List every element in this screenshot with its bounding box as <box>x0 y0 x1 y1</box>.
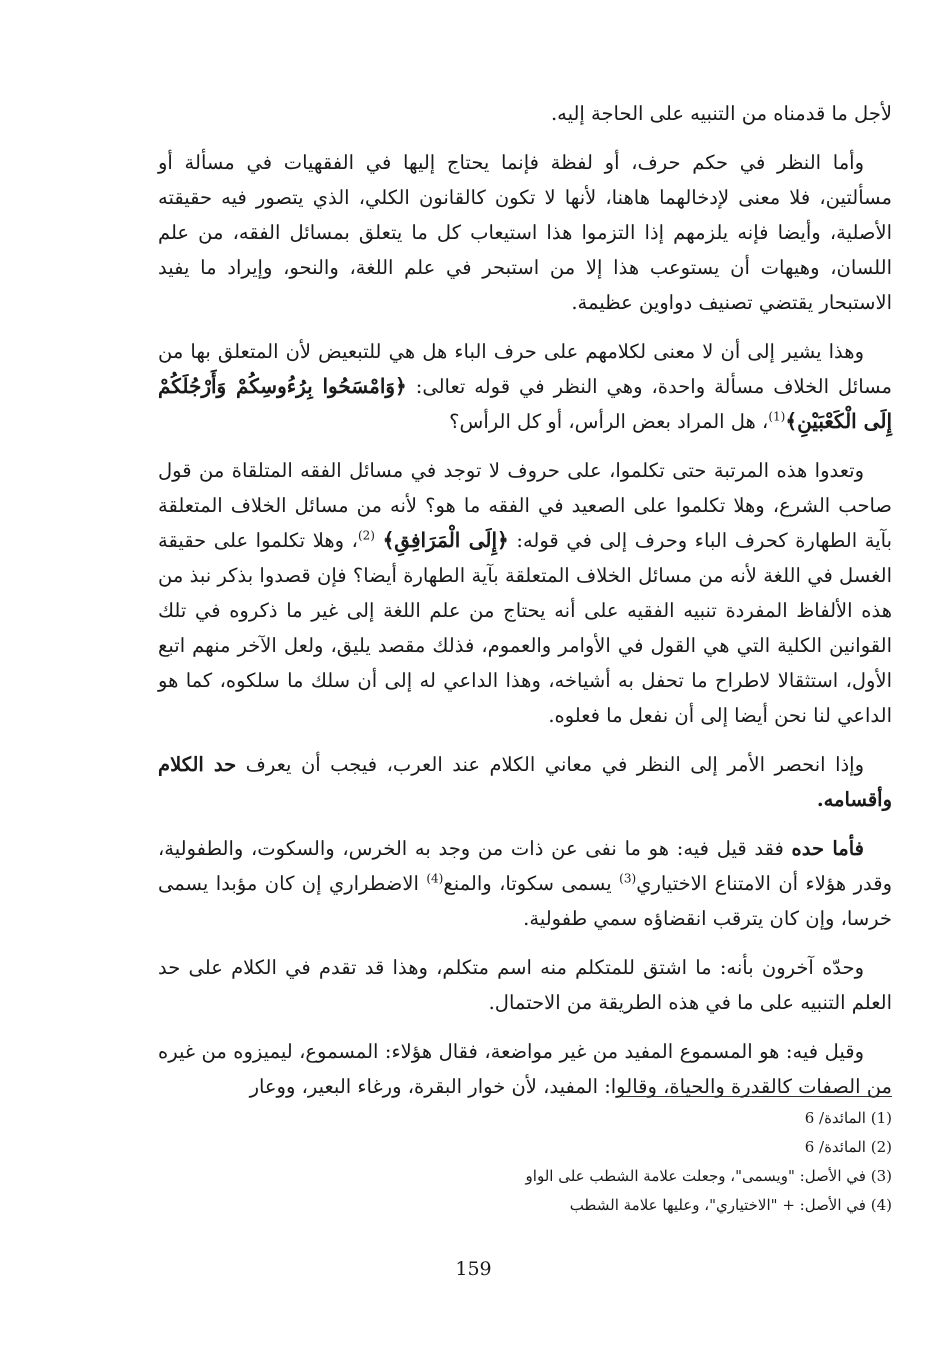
paragraph-3-text-b: ، هل المراد بعض الرأس، أو كل الرأس؟ <box>449 410 769 433</box>
footnote-ref-4: (4) <box>426 871 444 886</box>
paragraph-4 <box>158 453 892 733</box>
footnote-ref-1: (1) <box>768 409 786 424</box>
quran-verse-1: ﴿وَامْسَحُوا بِرُءُوسِكُمْ وَأَرْجُلَكُمْ إِلَى الْكَعْبَيْنِ﴾ <box>158 374 892 433</box>
paragraph-6-text-a: فقد قيل فيه: هو ما نفى عن ذات من وجد به الخرس، والسكوت، والطفولية، وقدر هؤلاء أن الامتناع الاختياري <box>158 837 892 895</box>
footnote-1: (1) المائدة/ 6 <box>804 1109 892 1127</box>
footnote-2: (2) المائدة/ 6 <box>804 1138 892 1156</box>
paragraph-2: وأما النظر في حكم حرف، أو لفظة فإنما يحتاج إليها في الفقهيات في مسألة أو مسألتين، فلا معنى لإدخالهما هاهنا، لأنها لا تكون كالقانون الكلي، الذي يتصور فيه حقيقته الأصلية، وأيضا فإنه يلزمهم إذا التزموا هذا استيعاب كل ما يتعلق بمسائل الفقه، من علم اللسان، وهيهات أن يستوعب هذا إلا من استبحر في علم اللغة، والنحو، وإيراد ما يفيد الاستبحار يقتضي تصنيف دواوين عظيمة. <box>158 151 892 314</box>
footnote-4: (4) في الأصل: + "الاختياري"، وعليها علامة الشطب <box>569 1196 892 1214</box>
paragraph-7: وحدّه آخرون بأنه: ما اشتق للمتكلم منه اسم متكلم، وهذا قد تقدم في الكلام على حد العلم التنبيه على ما في هذه الطريقة من الاحتمال. <box>158 956 892 1014</box>
paragraph-3-text-a: وهذا يشير إلى أن لا معنى لكلامهم على حرف الباء هل هي للتبعيض لأن المتعلق بها من مسائل الخلاف مسألة واحدة، وهي النظر في قوله تعالى: <box>158 340 892 398</box>
quran-verse-2: ﴿إِلَى الْمَرَافِقِ﴾ <box>382 528 509 552</box>
paragraph-4-text-b: ، وهلا تكلموا على حقيقة الغسل في اللغة لأنه من مسائل الخلاف المتعلقة بآية الطهارة أيضا؟ فإن قصدوا بذكر نبذ من هذه الألفاظ المفردة تنبيه الفقيه على أنه يحتاج من علم اللغة إلى غير ما ذكروه في تلك القوانين الكلية التي هي القول في الأوامر والعموم، فذلك مقصد يليق، ولعل الآخر منهم اتبع الأول، استثقالا لاطراح ما تحفل به أشياخه، وهذا الداعي له إلى أن سلك ما سلكوه، كما هو الداعي لنا نحن أيضا إلى أن نفعل ما فعلوه. <box>158 529 892 727</box>
paragraph-5-text: وإذا انحصر الأمر إلى النظر في معاني الكلام عند العرب، فيجب أن يعرف <box>245 753 865 776</box>
paragraph-8: وقيل فيه: هو المسموع المفيد من غير مواضعة، فقال هؤلاء: المسموع، ليميزوه من غيره من الصفات كالقدرة والحياة، وقالوا: المفيد، لأن خوار البقرة، ورغاء البعير، ووعار <box>158 1040 892 1098</box>
footnote-ref-3: (3) <box>619 871 637 886</box>
page-number: 159 <box>455 1258 492 1280</box>
paragraph-3 <box>158 334 892 439</box>
paragraph-6-lead: فأما حده <box>791 837 864 860</box>
footnote-separator <box>622 1096 892 1097</box>
footnote-3: (3) في الأصل: "ويسمى"، وجعلت علامة الشطب على الواو <box>525 1167 892 1185</box>
paragraph-6 <box>158 831 892 936</box>
body-text <box>158 96 892 1118</box>
paragraph-6-text-b: يسمى سكوتا، والمنع <box>443 872 612 895</box>
paragraph-6-text-c: الاضطراري إن كان مؤبدا يسمى خرسا، وإن كان يترقب انقضاؤه سمي طفولية. <box>158 872 892 930</box>
paragraph-1: لأجل ما قدمناه من التنبيه على الحاجة إليه. <box>550 102 892 125</box>
paragraph-5-bold: حد الكلام وأقسامه. <box>158 753 892 811</box>
footnote-ref-2: (2) <box>357 528 375 543</box>
paragraph-4-text-a: وتعدوا هذه المرتبة حتى تكلموا، على حروف لا توجد في مسائل الفقه المتلقاة من قول صاحب الشرع، وهلا تكلموا على الصعيد في الفقه ما هو؟ لأنه من مسائل الخلاف المتعلقة بآية الطهارة كحرف الباء وحرف إلى في قوله: <box>158 459 892 552</box>
footnotes <box>380 1104 892 1220</box>
paragraph-5 <box>158 747 892 817</box>
